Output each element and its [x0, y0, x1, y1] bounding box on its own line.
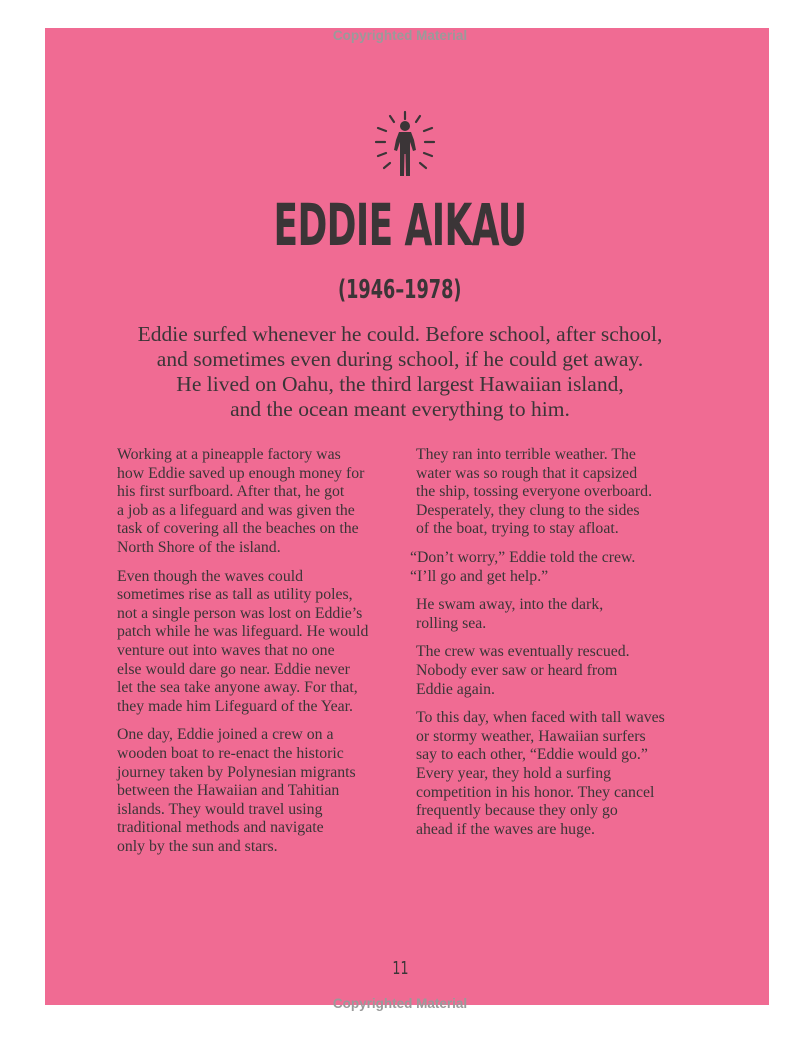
intro-paragraph — [100, 322, 700, 422]
watermark-bottom: Copyrighted Material — [332, 996, 468, 1011]
body-paragraph: He swam away, into the dark, rolling sea. — [416, 596, 604, 632]
page-title: EDDIE AIKAU — [273, 191, 527, 259]
intro-line: and sometimes even during school, if he could get away. — [156, 347, 644, 371]
watermark-top: Copyrighted Material — [332, 28, 468, 43]
intro-line: and the ocean meant everything to him. — [230, 397, 570, 421]
body-paragraph: Even though the waves could sometimes rise as tall as utility poles, not a single person was lost on Eddie’s patch while he was lifeguard. He would venture out into waves that no one else would dare go near. Eddie never let the sea take anyone away. For that, they made him Lifeguard of the Year. — [117, 567, 369, 715]
intro-line: He lived on Oahu, the third largest Hawaiian island, — [176, 372, 624, 396]
quote-paragraph: “Don’t worry,” Eddie told the crew. “I’ll go and get help.” — [410, 548, 636, 585]
life-dates: (1946–1978) — [338, 275, 462, 305]
right-column — [410, 446, 710, 849]
page-number: 11 — [391, 958, 409, 979]
body-paragraph: To this day, when faced with tall waves or stormy weather, Hawaiian surfers say to each other, “Eddie would go.” Every year, they hold a surfing competition in his honor. They cancel frequently because they only go ahead if the waves are huge. — [416, 709, 665, 838]
surfer-figure-icon — [372, 110, 438, 180]
body-paragraph: The crew was eventually rescued. Nobody ever saw or heard from Eddie again. — [416, 643, 630, 698]
body-paragraph: One day, Eddie joined a crew on a wooden boat to re-enact the historic journey taken by Polynesian migrants between the Hawaiian and Tahitian islands. They would travel using traditional methods and navigate only by the sun and stars. — [117, 726, 356, 855]
body-paragraph: Working at a pineapple factory was how Eddie saved up enough money for his first surfboard. After that, he got a job as a lifeguard and was given the task of covering all the beaches on the North Shore of the island. — [117, 446, 365, 556]
left-column — [117, 446, 407, 866]
body-paragraph: They ran into terrible weather. The water was so rough that it capsized the ship, tossing everyone overboard. Desperately, they clung to the sides of the boat, trying to stay afloat. — [416, 446, 653, 538]
intro-line: Eddie surfed whenever he could. Before school, after school, — [137, 322, 663, 346]
